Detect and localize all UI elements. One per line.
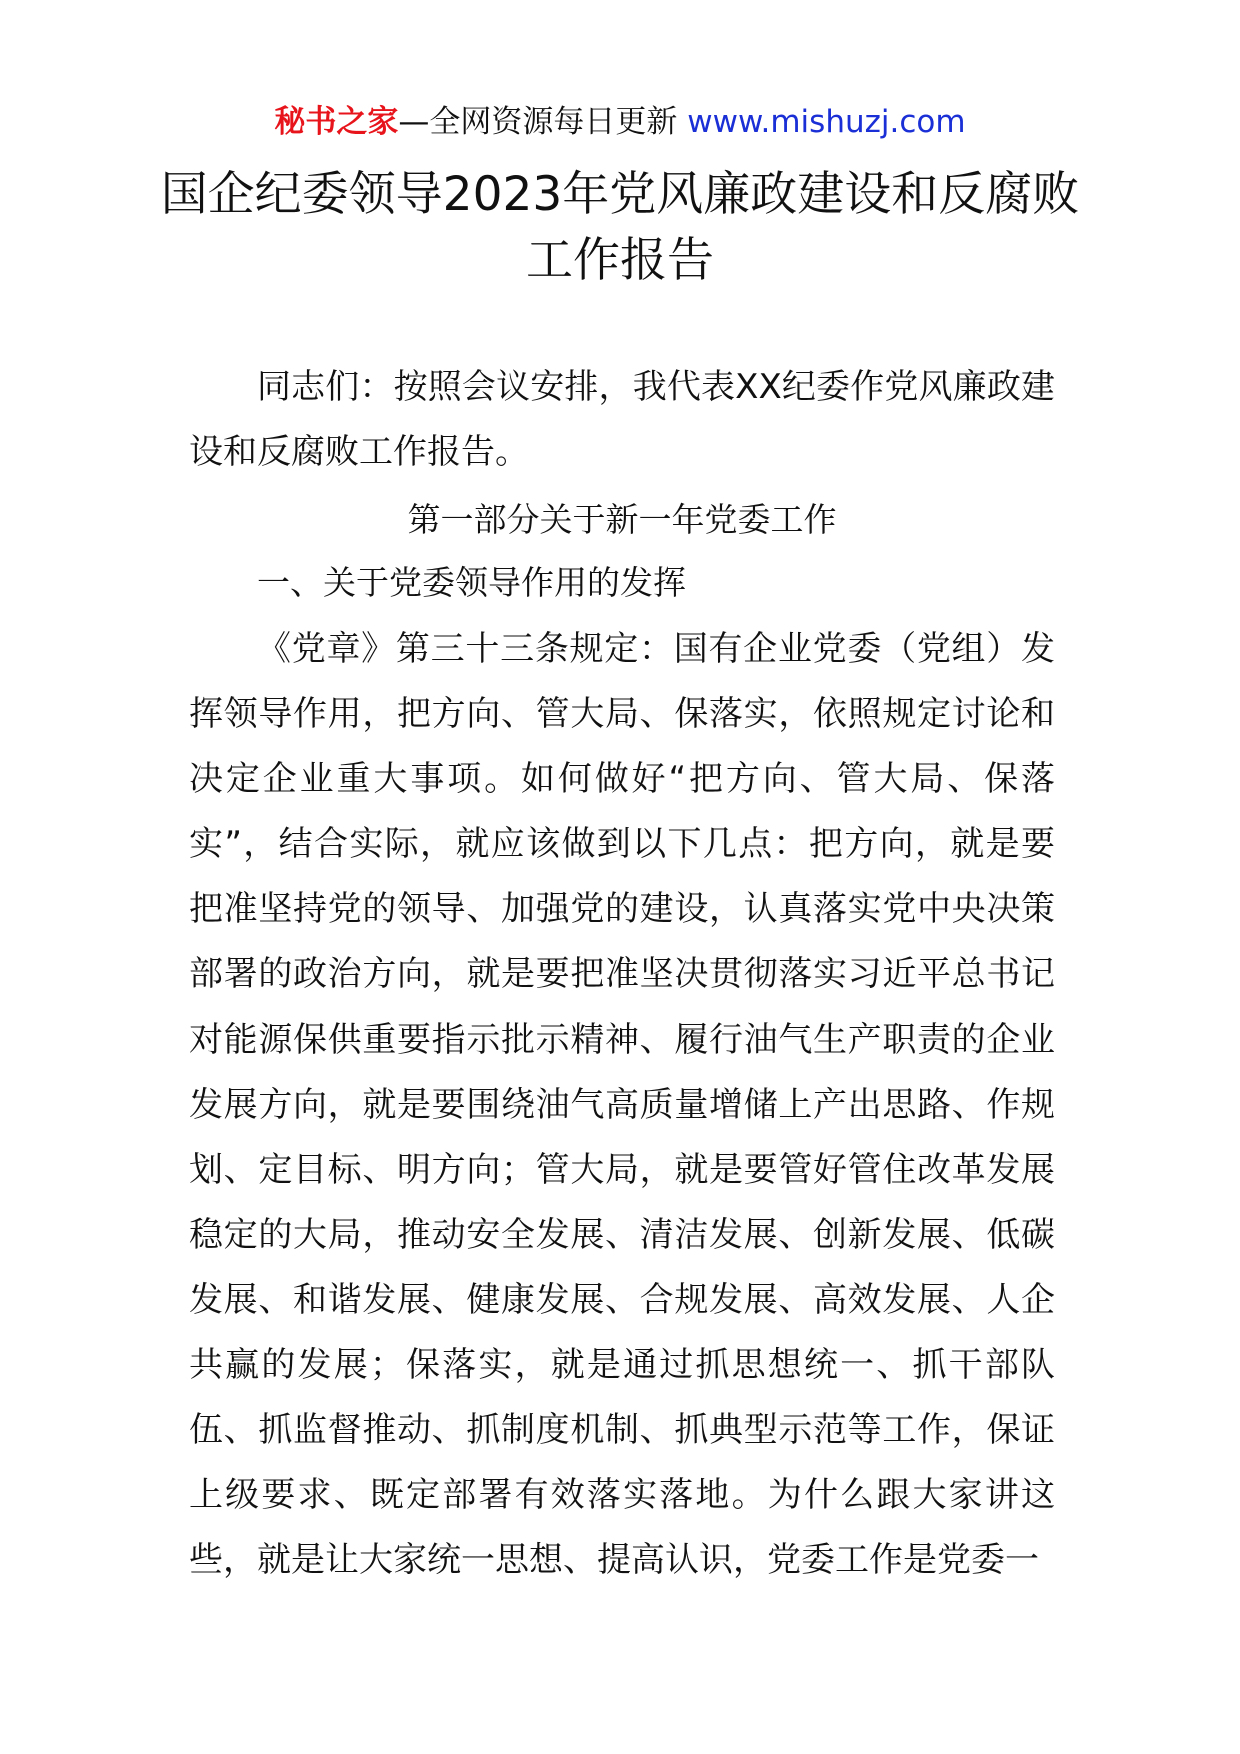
site-banner [0, 102, 1240, 142]
banner-tagline: —全网资源每日更新 [398, 104, 678, 140]
part-heading: 第一部分关于新一年党委工作 [407, 500, 837, 539]
intro-paragraph: 同志们：按照会议安排，我代表XX纪委作党风廉政建设和反腐败工作报告。 [189, 367, 1055, 472]
body-paragraph: 《党章》第三十三条规定：国有企业党委（党组）发挥领导作用，把方向、管大局、保落实，依照规定讨论和决定企业重大事项。如何做好“把方向、管大局、保落实”，结合实际，就应该做到以下几点：把方向，就是要把准坚持党的领导、加强党的建设，认真落实党中央决策部署的政治方向，就是要把准坚决贯彻落实习近平总书记对能源保供重要指示批示精神、履行油气生产职责的企业发展方向，就是要围绕油气高质量增储上产出思路、作规划、定目标、明方向；管大局，就是要管好管住改革发展稳定的大局，推动安全发展、清洁发展、创新发展、低碳发展、和谐发展、健康发展、合规发展、高效发展、人企共赢的发展；保落实，就是通过抓思想统一、抓干部队伍、抓监督推动、抓制度机制、抓典型示范等工作，保证上级要求、既定部署有效落实落地。为什么跟大家讲这些，就是让大家统一思想、提高认识，党委工作是党委一 [189, 629, 1055, 1581]
site-url-link[interactable]: www.mishuzj.com [687, 104, 966, 140]
document-title: 国企纪委领导2023年党风廉政建设和反腐败工作报告 [160, 167, 1080, 288]
brand-name: 秘书之家 [274, 104, 399, 140]
section-heading: 一、关于党委领导作用的发挥 [257, 563, 686, 602]
